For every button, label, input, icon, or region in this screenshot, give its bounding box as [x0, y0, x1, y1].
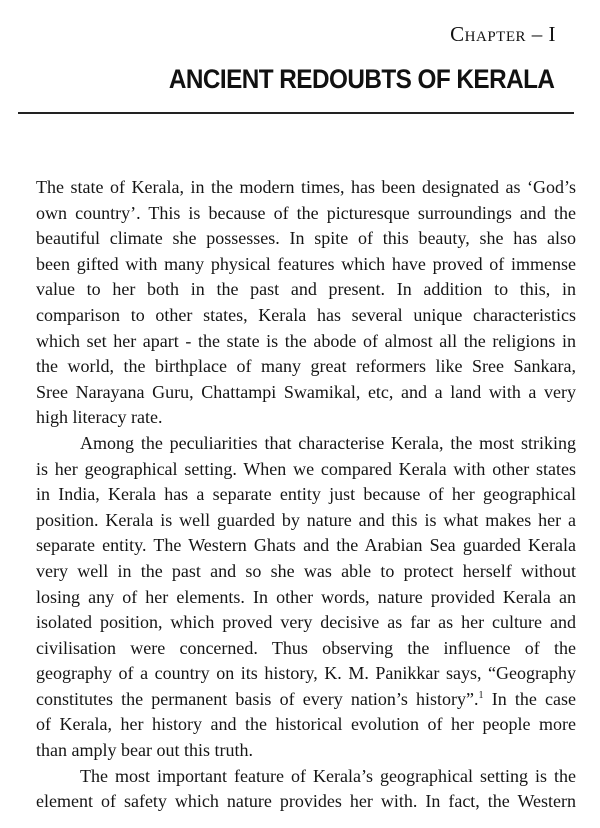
text-line: own country’. This is because of the picturesque surroundings and the: [36, 202, 576, 223]
text-line: than amply bear out this truth.: [36, 740, 253, 761]
text-line: value to her both in the past and present. In addition to this, in: [36, 279, 576, 300]
text-segment: constitutes the permanent basis of every nation’s history”.: [36, 688, 479, 709]
text-line: The most important feature of Kerala’s geographical setting is the: [80, 765, 576, 786]
text-line: geography of a country on its history, K. M. Panikkar says, “Geography: [36, 663, 576, 684]
text-line: losing any of her elements. In other words, nature provided Kerala an: [36, 586, 576, 607]
text-line: in India, Kerala has a separate entity just because of her geographical: [36, 484, 576, 505]
text-line: The state of Kerala, in the modern times, has been designated as ‘God’s: [36, 177, 576, 197]
text-line-with-footnote: [36, 687, 576, 713]
text-line: Among the peculiarities that characterise Kerala, the most striking: [80, 432, 576, 453]
footnote-marker: 1: [478, 689, 484, 701]
paragraph-3: [36, 764, 576, 815]
text-line: isolated position, which proved very decisive as far as her culture and: [36, 612, 576, 633]
text-line: been gifted with many physical features which have proved of immense: [36, 253, 576, 274]
paragraph-2: [36, 431, 576, 764]
text-line: element of safety which nature provides her with. In fact, the Western: [36, 791, 576, 812]
chapter-number: Chapter – I: [450, 22, 556, 46]
title-divider: [18, 112, 574, 114]
text-line: which set her apart - the state is the abode of almost all the religions in: [36, 330, 576, 351]
text-line: comparison to other states, Kerala has several unique characteristics: [36, 304, 576, 325]
text-segment: In the case: [483, 688, 576, 709]
text-line: Sree Narayana Guru, Chattampi Swamikal, etc, and a land with a very: [36, 381, 576, 402]
paragraph-1: [36, 175, 576, 431]
text-line: civilisation were concerned. Thus observing the influence of the: [36, 637, 576, 658]
text-line: high literacy rate.: [36, 407, 163, 428]
text-line: separate entity. The Western Ghats and the Arabian Sea guarded Kerala: [36, 535, 576, 556]
chapter-title: ANCIENT REDOUBTS OF KERALA: [168, 64, 554, 94]
text-line: of Kerala, her history and the historical evolution of her people more: [36, 714, 576, 735]
text-line: the world, the birthplace of many great reformers like Sree Sankara,: [36, 356, 576, 377]
text-line: position. Kerala is well guarded by nature and this is what makes her a: [36, 509, 576, 530]
text-line: is her geographical setting. When we compared Kerala with other states: [36, 458, 576, 479]
text-line: very well in the past and so she was able to protect herself without: [36, 560, 576, 581]
body-text: [36, 175, 576, 815]
text-line: beautiful climate she possesses. In spite of this beauty, she has also: [36, 228, 576, 249]
